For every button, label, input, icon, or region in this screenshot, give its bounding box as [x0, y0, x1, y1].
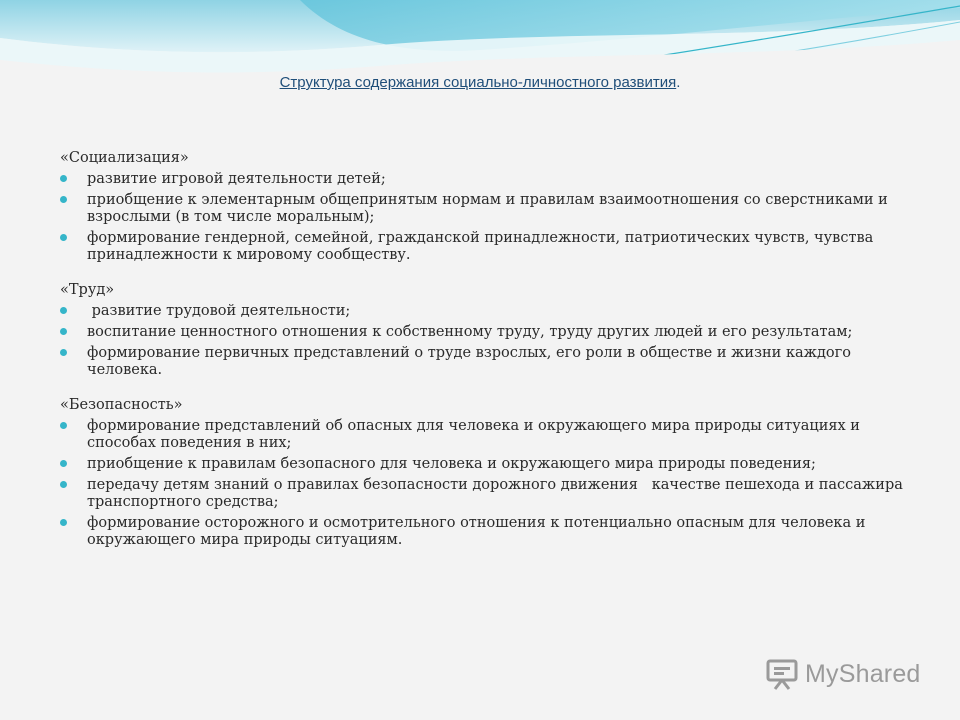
list-item-text: развитие трудовой деятельности;: [87, 303, 351, 319]
section-socialization: [60, 150, 910, 264]
bullet-icon: [60, 481, 67, 488]
bullet-icon: [60, 328, 67, 335]
list-item-text: развитие игровой деятельности детей;: [87, 171, 386, 187]
list-item-text: воспитание ценностного отношения к собственному труду, труду других людей и его результатам;: [87, 324, 853, 340]
bullet-list: [60, 171, 910, 264]
bullet-icon: [60, 349, 67, 356]
section-heading: «Социализация»: [60, 150, 189, 166]
slide-title-text: Структура содержания социально-личностного развития: [279, 74, 677, 91]
list-item-text: передачу детям знаний о правилах безопасности дорожного движения качестве пешехода и пассажира транспортного средства;: [87, 477, 908, 510]
slide-content: [60, 150, 910, 567]
decorative-wave-header: [0, 0, 960, 140]
bullet-icon: [60, 175, 67, 182]
bullet-icon: [60, 460, 67, 467]
bullet-icon: [60, 519, 67, 526]
list-item-text: формирование осторожного и осмотрительного отношения к потенциально опасным для человека и окружающего мира природы ситуациям.: [87, 515, 866, 548]
watermark-text: MyShared: [805, 659, 921, 688]
bullet-list: [60, 303, 910, 379]
list-item: [60, 192, 910, 226]
section-heading: «Труд»: [60, 282, 115, 298]
list-item: [60, 477, 910, 511]
section-heading: «Безопасность»: [60, 397, 183, 413]
myshared-watermark: [765, 656, 921, 692]
bullet-icon: [60, 422, 67, 429]
list-item-text: формирование гендерной, семейной, гражданской принадлежности, патриотических чувств, чувства принадлежности к мировому сообществу.: [87, 230, 874, 263]
bullet-icon: [60, 307, 67, 314]
section-safety: [60, 397, 910, 549]
list-item: [60, 171, 910, 188]
list-item: [60, 515, 910, 549]
slide-title: [0, 74, 960, 91]
list-item-text: приобщение к правилам безопасного для человека и окружающего мира природы поведения;: [87, 456, 816, 472]
bullet-list: [60, 418, 910, 549]
list-item: [60, 456, 910, 473]
section-labor: [60, 282, 910, 379]
list-item-text: приобщение к элементарным общепринятым нормам и правилам взаимоотношения со сверстниками и взрослыми (в том числе моральным);: [87, 192, 888, 225]
bullet-icon: [60, 234, 67, 241]
list-item: [60, 303, 910, 320]
list-item-text: формирование представлений об опасных для человека и окружающего мира природы ситуациях и способах поведения в них;: [87, 418, 860, 451]
list-item: [60, 324, 910, 341]
list-item-text: формирование первичных представлений о труде взрослых, его роли в обществе и жизни каждого человека.: [87, 345, 851, 378]
list-item: [60, 230, 910, 264]
bullet-icon: [60, 196, 67, 203]
presentation-board-icon: [765, 657, 799, 691]
list-item: [60, 345, 910, 379]
slide-title-suffix: .: [676, 74, 681, 91]
list-item: [60, 418, 910, 452]
